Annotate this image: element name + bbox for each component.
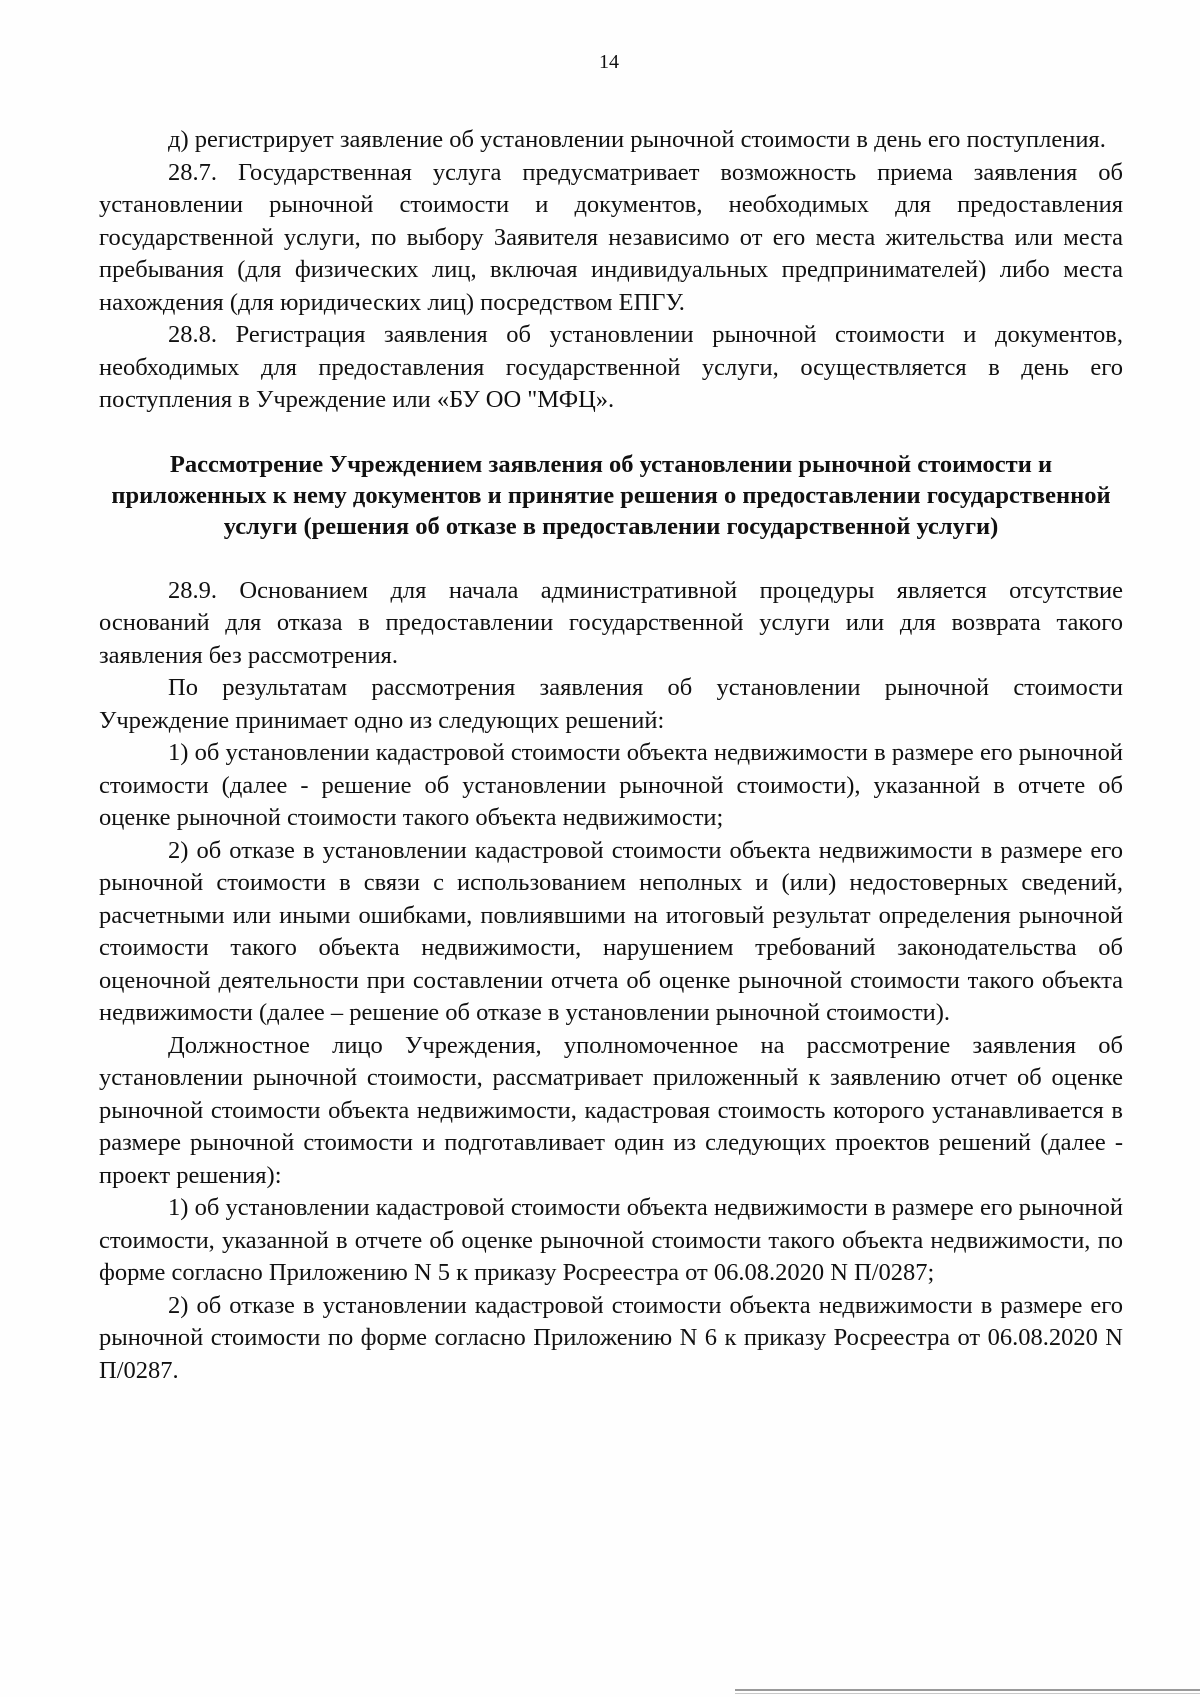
scan-edge-line: [735, 1689, 1200, 1691]
paragraph-registration: д) регистрирует заявление об установлении рыночной стоимости в день его поступления.: [168, 126, 1106, 153]
paragraph-28-9: 28.9. Основанием для начала административной процедуры является отсутствие оснований для отказа в предоставлении государственной услуги или для возврата такого заявления без рассмотрения.: [99, 576, 1123, 669]
scan-edge-line-faint: [735, 1693, 1200, 1694]
paragraph-draft-1: 1) об установлении кадастровой стоимости объекта недвижимости в размере его рыночной стоимости, указанной в отчете об оценке рыночной стоимости такого объекта недвижимости, по форме согласно Приложению N 5 к приказу Росреестра от 06.08.2020 N П/0287;: [99, 1194, 1123, 1286]
paragraph-decision-1: 1) об установлении кадастровой стоимости объекта недвижимости в размере его рыночной стоимости (далее - решение об установлении рыночной стоимости), указанной в отчете об оценке рыночной стоимости такого объекта недвижимости;: [99, 739, 1123, 831]
paragraph-official: Должностное лицо Учреждения, уполномоченное на рассмотрение заявления об установлении рыночной стоимости, рассматривает приложенный к заявлению отчет об оценке рыночной стоимости объекта недвижимости, кадастровая стоимость которого устанавливается в размере рыночной стоимости и подготавливает один из следующих проектов решений (далее - проект решения):: [99, 1031, 1123, 1189]
document-body: [99, 124, 1123, 1387]
paragraph-draft-2: 2) об отказе в установлении кадастровой стоимости объекта недвижимости в размере его рыночной стоимости по форме согласно Приложению N 6 к приказу Росреестра от 06.08.2020 N П/0287.: [99, 1291, 1123, 1384]
page-number: 14: [599, 51, 619, 73]
paragraph-review-results: По результатам рассмотрения заявления об установлении рыночной стоимости Учреждение принимает одно из следующих решений:: [99, 674, 1123, 734]
paragraph-decision-2: 2) об отказе в установлении кадастровой стоимости объекта недвижимости в размере его рыночной стоимости в связи с использованием неполных и (или) недостоверных сведений, расчетными или иными ошибками, повлиявшими на итоговый результат определения рыночной стоимости такого объекта недвижимости, нарушением требований законодательства об оценочной деятельности при составлении отчета об оценке рыночной стоимости такого объекта недвижимости (далее – решение об отказе в установлении рыночной стоимости).: [99, 836, 1123, 1026]
section-heading: Рассмотрение Учреждением заявления об установлении рыночной стоимости и приложенных к нему документов и принятие решения о предоставлении государственной услуги (решения об отказе в предоставлении государственной услуги): [111, 450, 1111, 540]
paragraph-28-8: 28.8. Регистрация заявления об установлении рыночной стоимости и документов, необходимых для предоставления государственной услуги, осуществляется в день его поступления в Учреждение или «БУ ОО "МФЦ».: [99, 321, 1123, 413]
paragraph-28-7: 28.7. Государственная услуга предусматривает возможность приема заявления об установлении рыночной стоимости и документов, необходимых для предоставления государственной услуги, по выбору Заявителя независимо от его места жительства или места пребывания (для физических лиц, включая индивидуальных предпринимателей) либо места нахождения (для юридических лиц) посредством ЕПГУ.: [99, 158, 1123, 316]
